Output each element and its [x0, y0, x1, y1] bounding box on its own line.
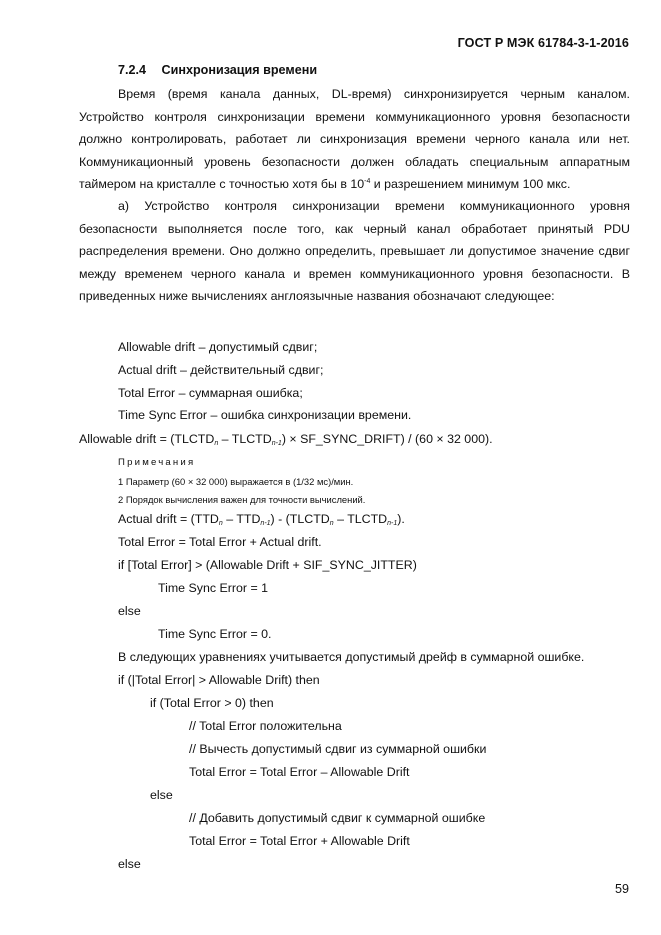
subscript: n	[218, 520, 223, 527]
document-header: ГОСТ Р МЭК 61784-3-1-2016	[457, 36, 629, 50]
code-comment-line: В следующих уравнениях учитывается допустимый дрейф в суммарной ошибке.	[118, 650, 585, 664]
code-line: Total Error = Total Error – Allowable Drift	[189, 765, 410, 779]
definition-actual-drift: Actual drift – действительный сдвиг;	[118, 363, 324, 377]
paragraph-item-a	[79, 195, 630, 308]
section-title: Синхронизация времени	[161, 63, 318, 77]
formula-actual-drift	[118, 511, 405, 527]
paragraph-time-sync	[79, 83, 630, 196]
subscript: n-1	[271, 440, 282, 447]
subscript: n	[214, 440, 219, 447]
formula-part: – TLCTD	[218, 432, 272, 446]
subscript: n-1	[260, 520, 271, 527]
code-line: if (Total Error > 0) then	[150, 696, 274, 710]
note-item-1: 1 Параметр (60 × 32 000) выражается в (1/32 мс)/мин.	[118, 476, 354, 487]
formula-part: Actual drift = (TTD	[118, 512, 219, 526]
code-line: else	[150, 788, 173, 802]
code-line: Time Sync Error = 0.	[158, 627, 272, 641]
section-number: 7.2.4	[118, 63, 147, 77]
formula-part: ) - (TLCTD	[270, 512, 330, 526]
section-heading	[118, 63, 317, 77]
formula-part: ) × SF_SYNC_DRIFT) / (60 × 32 000).	[281, 432, 493, 446]
code-line: Total Error = Total Error + Allowable Drift	[189, 834, 410, 848]
formula-allowable-drift	[79, 431, 493, 447]
formula-part: – TTD	[222, 512, 261, 526]
notes-title: Примечания	[118, 457, 196, 468]
code-line: // Добавить допустимый сдвиг к суммарной ошибке	[189, 811, 486, 825]
subscript: n-1	[387, 520, 398, 527]
definition-total-error: Total Error – суммарная ошибка;	[118, 386, 303, 400]
code-line: if [Total Error] > (Allowable Drift + SIF_SYNC_JITTER)	[118, 558, 417, 572]
code-line: else	[118, 857, 141, 871]
note-item-2: 2 Порядок вычисления важен для точности вычислений.	[118, 494, 366, 505]
formula-part: – TLCTD	[333, 512, 388, 526]
formula-part: Allowable drift = (TLCTD	[79, 432, 215, 446]
paragraph-text: Время (время канала данных, DL-время) синхронизируется черным каналом. Устройство контроля синхронизации времени коммуникационного уровня безопасности должно контролировать, работает ли синхронизация времени черного канала или нет. Коммуникационный уровень безопасности должен обладать специальным аппаратным таймером на кристалле с точностью хотя бы в 10	[79, 87, 630, 191]
paragraph-text: а) Устройство контроля синхронизации времени коммуникационного уровня безопасности выполняется после того, как черный канал обработает принятый PDU распределения времени. Оно должно определить, превышает ли допустимое значение сдвиг между временем черного канала и времен коммуникационного уровня безопасности. В приведенных ниже вычислениях англоязычные названия обозначают следующее:	[79, 199, 630, 303]
code-line: // Вычесть допустимый сдвиг из суммарной ошибки	[189, 742, 487, 756]
code-line: else	[118, 604, 141, 618]
code-line: // Total Error положительна	[189, 719, 342, 733]
definition-time-sync-error: Time Sync Error – ошибка синхронизации времени.	[118, 408, 412, 422]
paragraph-text-end: и разрешением минимум 100 мкс.	[370, 177, 571, 191]
subscript: n	[329, 520, 334, 527]
formula-part: ).	[397, 512, 405, 526]
code-line: Time Sync Error = 1	[158, 581, 269, 595]
code-line: Total Error = Total Error + Actual drift.	[118, 535, 322, 549]
definition-allowable-drift: Allowable drift – допустимый сдвиг;	[118, 340, 318, 354]
page-number: 59	[614, 882, 629, 896]
code-line: if (|Total Error| > Allowable Drift) then	[118, 673, 320, 687]
exponent: -4	[364, 178, 371, 185]
